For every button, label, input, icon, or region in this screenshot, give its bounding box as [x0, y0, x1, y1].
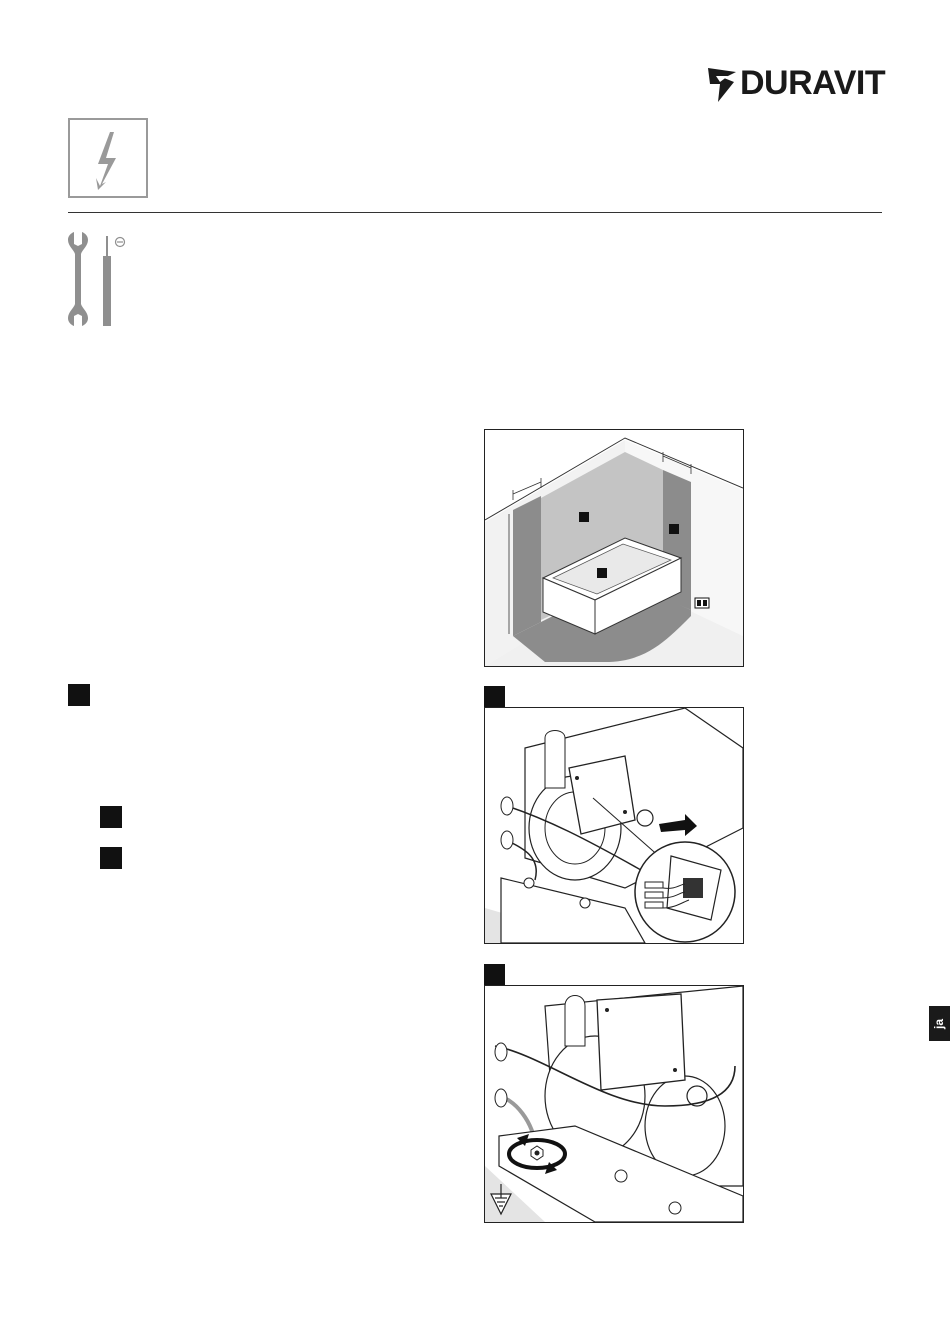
- duravit-logo: [706, 62, 890, 104]
- logo-mark-icon: [706, 62, 740, 104]
- sub-step-b-marker: [100, 847, 122, 869]
- wrench-screwdriver-icon: [64, 232, 130, 328]
- language-tab[interactable]: [929, 1006, 950, 1041]
- logo-wordmark: DURAVIT: [740, 64, 886, 102]
- language-tab-label: ja: [932, 1018, 947, 1029]
- figure-2-marker: [484, 686, 505, 707]
- electrical-hazard-icon: [68, 118, 148, 198]
- earth-connection-figure: [484, 985, 744, 1223]
- section-divider: [68, 212, 882, 213]
- bathroom-zones-figure: [484, 429, 744, 667]
- step-1-marker: [68, 684, 90, 706]
- figure-3-marker: [484, 964, 505, 985]
- sub-step-a-marker: [100, 806, 122, 828]
- pump-junction-box-figure: [484, 707, 744, 944]
